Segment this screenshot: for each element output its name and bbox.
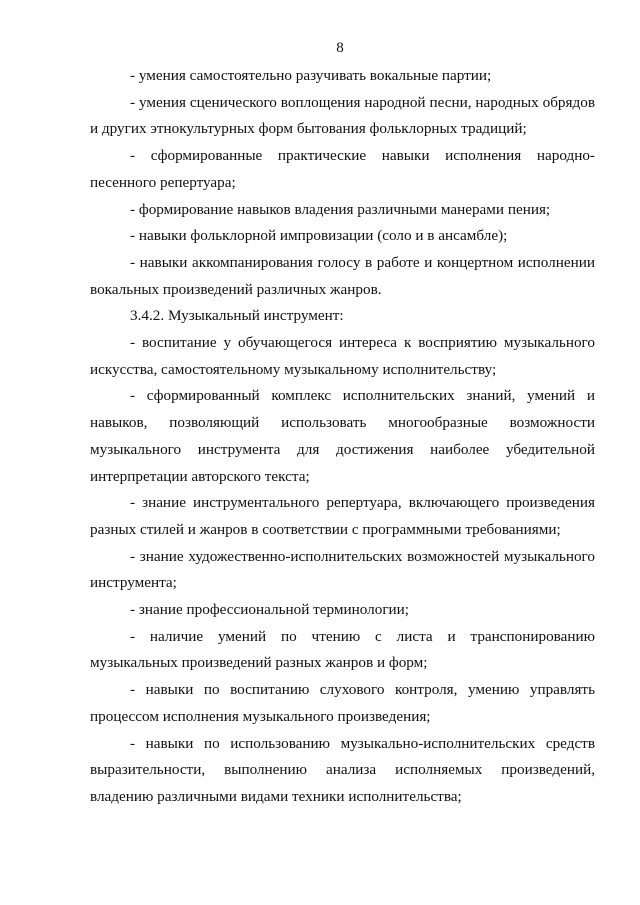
- list-item-terminology: - знание профессиональной терминологии;: [130, 601, 410, 619]
- list-item-singing-manners: - формирование навыков владения различными манерами пения;: [130, 200, 551, 218]
- list-item-instrument-capabilities: - знание художественно-исполнительских возможностей музыкального инструмента;: [90, 547, 595, 592]
- list-item-sight-reading: - наличие умений по чтению с листа и транспонированию музыкальных произведений разных жанров и форм;: [90, 627, 595, 672]
- section-heading-instrument: 3.4.2. Музыкальный инструмент:: [130, 307, 344, 325]
- list-item-auditory-control: - навыки по воспитанию слухового контроля, умению управлять процессом исполнения музыкального произведения;: [90, 681, 595, 725]
- list-item-performing-complex: - сформированный комплекс исполнительских знаний, умений и навыков, позволяющий использовать многообразные возможности музыкального инструмента для достижения наиболее убедительной интерпретации авторского текста;: [90, 387, 595, 485]
- page-number: 8: [336, 40, 344, 56]
- list-item-practical-skills: - сформированные практические навыки исполнения народно-песенного репертуара;: [90, 147, 595, 191]
- list-item-expressive-means: - навыки по использованию музыкально-исполнительских средств выразительности, выполнению анализа исполняемых произведений, владению различными видами техники исполнительства;: [90, 734, 595, 805]
- list-item-vocal-parts: - умения самостоятельно разучивать вокальные партии;: [130, 67, 492, 84]
- list-item-repertoire: - знание инструментального репертуара, включающего произведения разных стилей и жанров в соответствии с программными требованиями;: [90, 494, 595, 538]
- list-item-interest: - воспитание у обучающегося интереса к восприятию музыкального искусства, самостоятельному музыкальному исполнительству;: [90, 334, 595, 378]
- list-item-improvisation: - навыки фольклорной импровизации (соло и в ансамбле);: [130, 227, 508, 245]
- document-body: [90, 63, 595, 811]
- list-item-accompaniment: - навыки аккомпанирования голосу в работе и концертном исполнении вокальных произведений различных жанров.: [90, 253, 595, 298]
- list-item-stage-embodiment: - умения сценического воплощения народной песни, народных обрядов и других этнокультурных форм бытования фольклорных традиций;: [90, 93, 595, 138]
